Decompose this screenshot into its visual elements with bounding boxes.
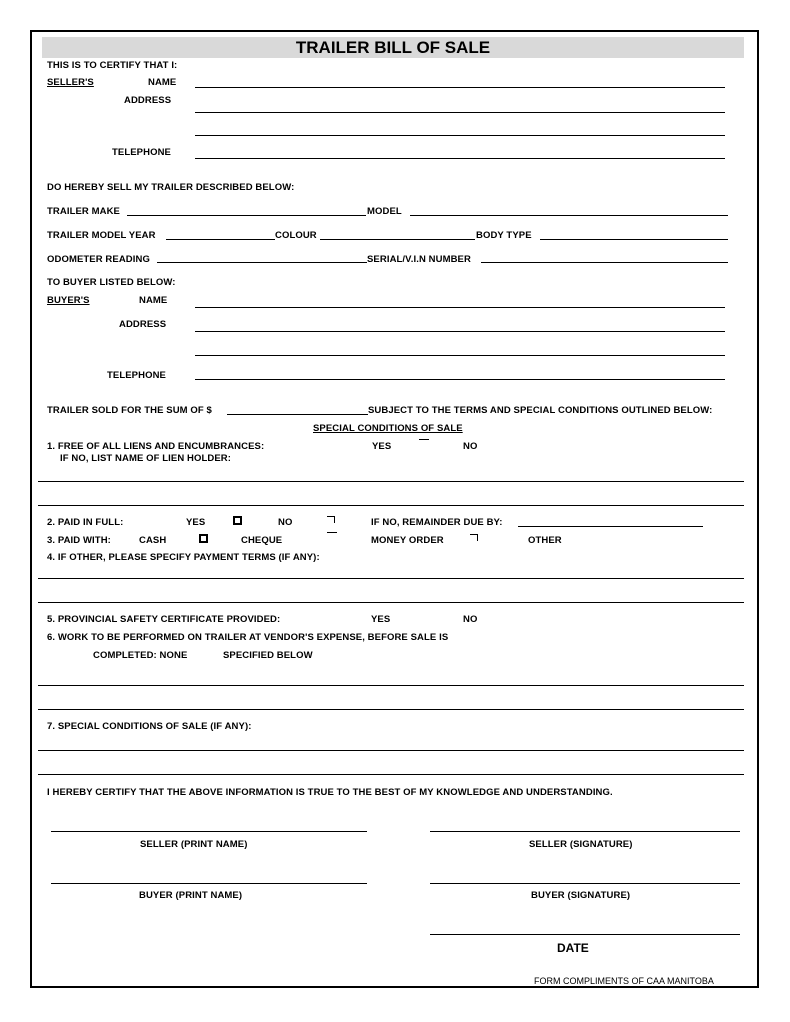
odometer-field[interactable] (157, 262, 367, 263)
buyer-signature-field[interactable] (430, 883, 740, 884)
sell-statement: DO HEREBY SELL MY TRAILER DESCRIBED BELOW: (47, 182, 295, 193)
seller-heading: SELLER'S (47, 77, 94, 88)
conditions-heading: SPECIAL CONDITIONS OF SALE (313, 423, 463, 434)
lien-holder-field-1[interactable] (38, 481, 744, 482)
serial-label: SERIAL/V.I.N NUMBER (367, 254, 471, 265)
q5-yes-label: YES (371, 614, 391, 625)
buyer-intro: TO BUYER LISTED BELOW: (47, 277, 176, 288)
lien-holder-field-2[interactable] (38, 505, 744, 506)
q1-no-label: NO (463, 441, 478, 452)
q1-checkbox[interactable] (419, 439, 429, 440)
work-field-2[interactable] (38, 709, 744, 710)
seller-address-field-2[interactable] (195, 135, 725, 136)
q5-text: 5. PROVINCIAL SAFETY CERTIFICATE PROVIDED: (47, 614, 281, 625)
sum-label: TRAILER SOLD FOR THE SUM OF $ (47, 405, 212, 416)
work-field-1[interactable] (38, 685, 744, 686)
seller-name-label: NAME (148, 77, 177, 88)
q3-cheque-checkbox[interactable] (327, 532, 337, 533)
q3-cheque-label: CHEQUE (241, 535, 283, 546)
seller-print-name-field[interactable] (51, 831, 367, 832)
make-label: TRAILER MAKE (47, 206, 120, 217)
q2-text: 2. PAID IN FULL: (47, 517, 124, 528)
q3-cash-checkbox[interactable] (199, 534, 208, 543)
colour-label: COLOUR (275, 230, 317, 241)
certification-text: I HEREBY CERTIFY THAT THE ABOVE INFORMATION IS TRUE TO THE BEST OF MY KNOWLEDGE AND UNDERSTANDING. (47, 787, 613, 798)
form-title: TRAILER BILL OF SALE (295, 38, 491, 57)
seller-address-field-1[interactable] (195, 112, 725, 113)
terms-text: SUBJECT TO THE TERMS AND SPECIAL CONDITIONS OUTLINED BELOW: (368, 405, 713, 416)
date-label: DATE (557, 941, 589, 955)
model-field[interactable] (410, 215, 728, 216)
payment-terms-field-1[interactable] (38, 578, 744, 579)
body-type-field[interactable] (540, 239, 728, 240)
seller-signature-field[interactable] (430, 831, 740, 832)
q2-no-label: NO (278, 517, 293, 528)
q1-yes-label: YES (372, 441, 392, 452)
q3-cash-label: CASH (139, 535, 167, 546)
buyer-name-field[interactable] (195, 307, 725, 308)
date-field[interactable] (430, 934, 740, 935)
buyer-sign-label: BUYER (SIGNATURE) (531, 890, 631, 901)
colour-field[interactable] (320, 239, 475, 240)
model-year-field[interactable] (166, 239, 275, 240)
certify-intro: THIS IS TO CERTIFY THAT I: (47, 60, 178, 71)
q3-money-order-label: MONEY ORDER (371, 535, 444, 546)
q2-yes-label: YES (186, 517, 206, 528)
q3-other-label: OTHER (528, 535, 562, 546)
buyer-print-name-field[interactable] (51, 883, 367, 884)
seller-address-label: ADDRESS (124, 95, 172, 106)
seller-telephone-label: TELEPHONE (112, 147, 171, 158)
q3-money-order-checkbox[interactable] (470, 534, 478, 541)
q1-text: 1. FREE OF ALL LIENS AND ENCUMBRANCES: (47, 441, 265, 452)
seller-telephone-field[interactable] (195, 158, 725, 159)
model-year-label: TRAILER MODEL YEAR (47, 230, 156, 241)
q3-text: 3. PAID WITH: (47, 535, 111, 546)
buyer-address-field-1[interactable] (195, 331, 725, 332)
special-conditions-field-2[interactable] (38, 774, 744, 775)
buyer-telephone-field[interactable] (195, 379, 725, 380)
q6-completed-none: COMPLETED: NONE (93, 650, 188, 661)
buyer-heading: BUYER'S (47, 295, 90, 306)
q6-text: 6. WORK TO BE PERFORMED ON TRAILER AT VENDOR'S EXPENSE, BEFORE SALE IS (47, 632, 449, 643)
q2-yes-checkbox[interactable] (233, 516, 242, 525)
buyer-address-field-2[interactable] (195, 355, 725, 356)
q2-no-checkbox[interactable] (327, 516, 335, 523)
q4-text: 4. IF OTHER, PLEASE SPECIFY PAYMENT TERMS (IF ANY): (47, 552, 320, 563)
footer-text: FORM COMPLIMENTS OF CAA MANITOBA (534, 976, 714, 986)
buyer-address-label: ADDRESS (119, 319, 167, 330)
model-label: MODEL (367, 206, 402, 217)
sum-field[interactable] (227, 414, 368, 415)
q7-text: 7. SPECIAL CONDITIONS OF SALE (IF ANY): (47, 721, 252, 732)
special-conditions-field-1[interactable] (38, 750, 744, 751)
remainder-due-field[interactable] (518, 526, 703, 527)
serial-field[interactable] (481, 262, 728, 263)
buyer-telephone-label: TELEPHONE (107, 370, 166, 381)
make-field[interactable] (127, 215, 366, 216)
q2-remainder-label: IF NO, REMAINDER DUE BY: (371, 517, 503, 528)
q5-no-label: NO (463, 614, 478, 625)
buyer-name-label: NAME (139, 295, 168, 306)
body-type-label: BODY TYPE (476, 230, 532, 241)
seller-sign-label: SELLER (SIGNATURE) (529, 839, 633, 850)
seller-name-field[interactable] (195, 87, 725, 88)
q6-specified-below: SPECIFIED BELOW (223, 650, 313, 661)
seller-print-label: SELLER (PRINT NAME) (140, 839, 248, 850)
q1-sub: IF NO, LIST NAME OF LIEN HOLDER: (60, 453, 232, 464)
payment-terms-field-2[interactable] (38, 602, 744, 603)
odometer-label: ODOMETER READING (47, 254, 150, 265)
buyer-print-label: BUYER (PRINT NAME) (139, 890, 243, 901)
